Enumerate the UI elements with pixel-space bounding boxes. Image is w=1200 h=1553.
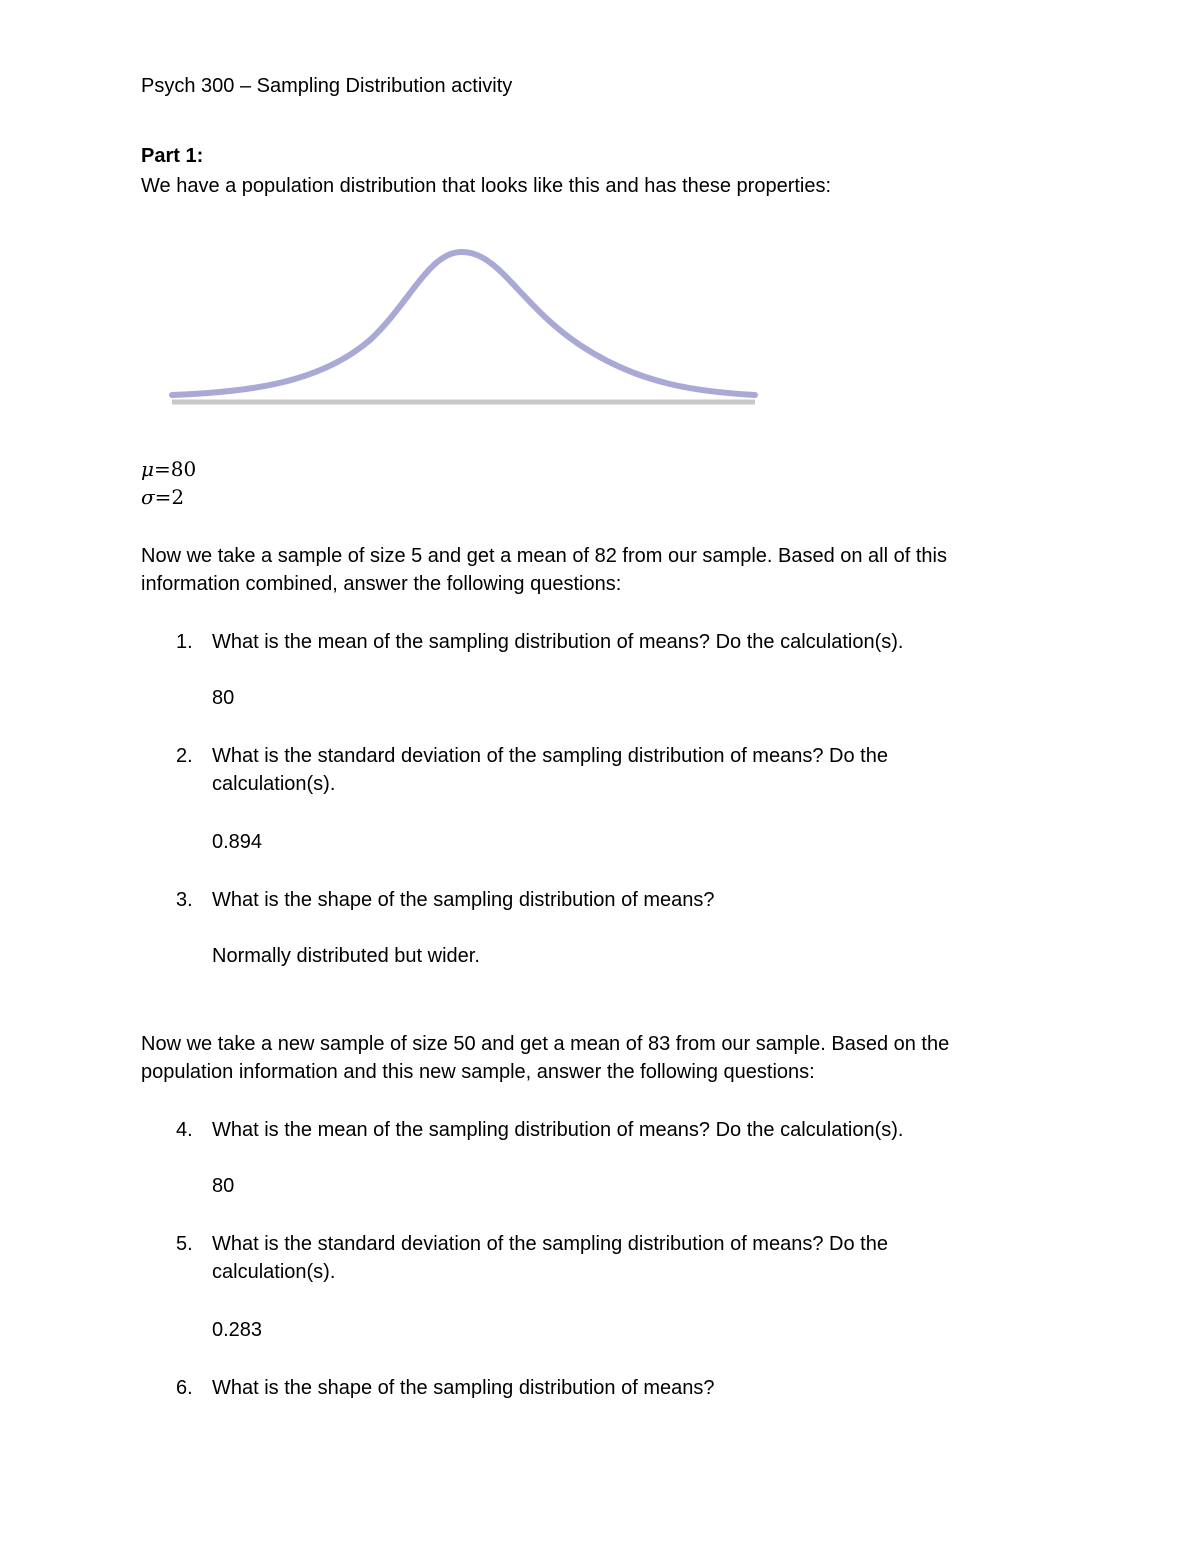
sigma-symbol: σ [141, 485, 155, 509]
document-title: Psych 300 – Sampling Distribution activity [141, 75, 513, 97]
question-text: What is the standard deviation of the sampling distribution of means? Do the [212, 745, 888, 767]
answer-text: Normally distributed but wider. [212, 945, 480, 967]
question-text: What is the shape of the sampling distribution of means? [212, 889, 715, 911]
mu-symbol: μ [141, 457, 154, 481]
distribution-curve [172, 252, 755, 395]
answer-text: 0.894 [212, 831, 263, 853]
question-number: 4. [176, 1119, 193, 1141]
question-text-cont: calculation(s). [212, 1261, 336, 1283]
question-text: What is the standard deviation of the sampling distribution of means? Do the [212, 1233, 888, 1255]
scenario2-text: Now we take a new sample of size 50 and get a mean of 83 from our sample. Based on the [141, 1033, 950, 1055]
question-text: What is the shape of the sampling distribution of means? [212, 1377, 715, 1399]
population-distribution-figure [160, 235, 770, 415]
scenario1-text: Now we take a sample of size 5 and get a mean of 82 from our sample. Based on all of this [141, 545, 947, 567]
sigma-value: =2 [154, 485, 185, 509]
sigma-parameter [141, 483, 184, 511]
answer-text: 0.283 [212, 1319, 263, 1341]
question-text: What is the mean of the sampling distribution of means? Do the calculation(s). [212, 631, 904, 653]
question-number: 5. [176, 1233, 193, 1255]
part1-intro: We have a population distribution that looks like this and has these properties: [141, 175, 832, 197]
scenario2-text-cont: population information and this new sample, answer the following questions: [141, 1061, 815, 1083]
scenario1-text-cont: information combined, answer the following questions: [141, 573, 622, 595]
part1-heading: Part 1: [141, 145, 204, 167]
mu-value: =80 [154, 457, 197, 481]
mu-parameter [141, 455, 196, 483]
question-text: What is the mean of the sampling distribution of means? Do the calculation(s). [212, 1119, 904, 1141]
question-number: 3. [176, 889, 193, 911]
question-number: 6. [176, 1377, 193, 1399]
question-number: 2. [176, 745, 193, 767]
question-number: 1. [176, 631, 193, 653]
answer-text: 80 [212, 1175, 235, 1197]
question-text-cont: calculation(s). [212, 773, 336, 795]
answer-text: 80 [212, 687, 235, 709]
